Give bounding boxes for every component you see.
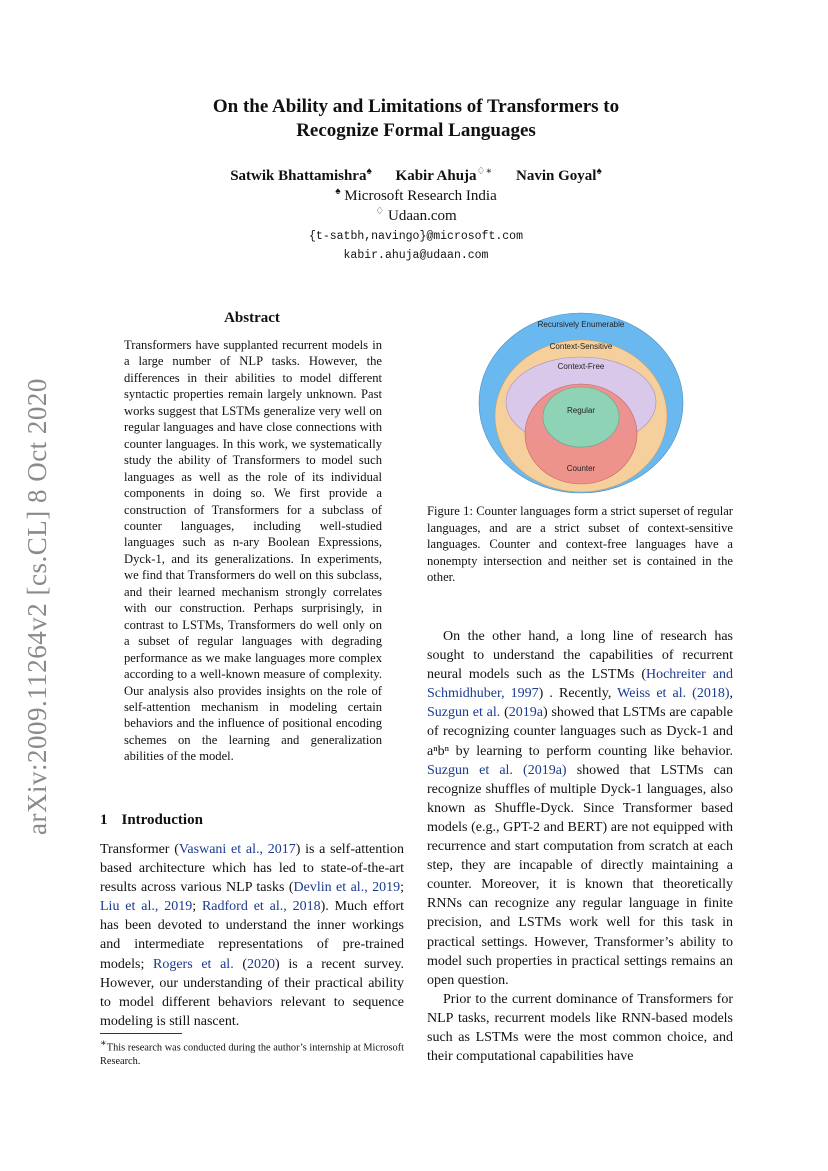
- citation-link[interactable]: Suzgun et al. (2019a): [427, 762, 567, 778]
- author-3: Navin Goyal♠: [516, 166, 602, 184]
- email-2: kabir.ahuja@udaan.com: [343, 249, 489, 262]
- title-line-1: On the Ability and Limitations of Transformers to: [212, 96, 620, 117]
- abstract-heading: Abstract: [224, 310, 280, 326]
- citation-link[interactable]: Hochreiter and Schmidhuber, 1997: [427, 667, 734, 702]
- citation-link[interactable]: Radford et al., 2018: [201, 899, 321, 915]
- citation-link[interactable]: Weiss et al. (2018): [617, 686, 730, 702]
- language-hierarchy-diagram: [478, 312, 684, 494]
- affiliation-1: ♠ Microsoft Research India: [335, 186, 497, 204]
- section-heading-introduction: [100, 812, 203, 829]
- author-1: Satwik Bhattamishra♠: [230, 166, 372, 184]
- right-paragraph-1: On the other hand, a long line of research has sought to understand the capabilities of recurrent neural models such as the LSTMs (Hochreiter and Schmidhuber, 1997) . Recently, Weiss et al. (2018), Suzgun et al. (2019a) showed that LSTMs are capable of recognizing counter languages such as Dyck-1 and aⁿbⁿ by learning to perform counting like behavior. Suzgun et al. (2019a) showed that LSTMs can recognize shuffles of multiple Dyck-1 languages, also known as Shuffle-Dyck. Since Transformer based models (e.g., GPT-2 and BERT) are not equipped with recurrence and start computation from scratch at each step, they are incapable of directly maintaining a counter. Moreover, it is known that theoretically RNNs can recognize any regular language in finite precision, and LSTMs work well for this task in practical settings. However, Transformer’s ability to model such properties in practical settings remains an open question.: [427, 629, 734, 988]
- citation-link[interactable]: 2019a: [508, 705, 543, 721]
- footnote: ∗This research was conducted during the author’s internship at Microsoft Research.: [100, 1038, 404, 1068]
- footnote-divider: [100, 1033, 182, 1034]
- citation-link[interactable]: Suzgun et al.: [427, 705, 501, 721]
- paper-title: [100, 95, 732, 143]
- citation-link[interactable]: 2020: [247, 956, 276, 972]
- regular-region: [543, 387, 619, 447]
- intro-paragraph: Transformer (Vaswani et al., 2017) is a self-attention based architecture which has led to state-of-the-art results across various NLP tasks (Devlin et al., 2019; Liu et al., 2019; Radford et al., 2018). Much effort has been devoted to understand the inner workings and intermediate representations of pre-trained models; Rogers et al. (2020) is a recent survey. However, our understanding of their practical ability to model different behaviors relevant to sequence modeling is still nascent.: [100, 842, 405, 1029]
- title-line-2: Recognize Formal Languages: [296, 120, 536, 141]
- author-list: [100, 166, 732, 185]
- citation-link[interactable]: Vaswani et al., 2017: [178, 842, 296, 857]
- right-paragraph-2: Prior to the current dominance of Transformers for NLP tasks, recurrent models like RNN-based models such as LSTMs were the most common choice, and their computational capabilities have: [427, 992, 733, 1065]
- email-1: {t-satbh,navingo}@microsoft.com: [309, 230, 523, 243]
- figure-caption: Figure 1: Counter languages form a strict superset of regular languages, and are a strict subset of context-sensitive languages. Counter and context-free languages have a nonempty intersection and neither set is contained in the other.: [427, 504, 733, 585]
- arxiv-identifier: arXiv:2009.11264v2 [cs.CL] 8 Oct 2020: [22, 378, 52, 835]
- section-title: Introduction: [121, 812, 203, 828]
- label-counter: Counter: [566, 464, 596, 473]
- citation-link[interactable]: Liu et al., 2019: [100, 899, 193, 915]
- citation-link[interactable]: Devlin et al., 2019: [293, 880, 401, 896]
- section-number: 1: [100, 812, 108, 828]
- abstract-text: Transformers have supplanted recurrent models in a large number of NLP tasks. However, the differences in their abilities to model different syntactic properties remain largely unknown. Past works suggest that LSTMs generalize very well on regular languages and have close connections with counter languages. In this work, we systematically study the ability of Transformers to model such languages as well as the role of its individual components in doing so. We first provide a construction of Transformers for a subclass of counter languages, including well-studied languages such as n-ary Boolean Expressions, Dyck-1, and its generalizations. In experiments, we find that Transformers do well on this subclass, and their learned mechanism strongly correlates with our construction. Perhaps surprisingly, in contrast to LSTMs, Transformers do well only on a subset of regular languages with degrading performance as we make languages more complex according to a well-known measure of complexity. Our analysis also provides insights on the role of self-attention mechanism in modeling certain behaviors and the influence of positional encoding schemes on the learning and generalization abilities of the model.: [124, 338, 382, 764]
- author-2: Kabir Ahuja♢∗: [395, 166, 493, 184]
- citation-link[interactable]: Rogers et al.: [153, 956, 234, 972]
- label-context-free: Context-Free: [557, 362, 605, 371]
- affiliation-2: ♢ Udaan.com: [375, 206, 457, 224]
- label-regular: Regular: [566, 406, 596, 415]
- label-recursively-enumerable: Recursively Enumerable: [537, 320, 625, 329]
- label-context-sensitive: Context-Sensitive: [549, 342, 613, 351]
